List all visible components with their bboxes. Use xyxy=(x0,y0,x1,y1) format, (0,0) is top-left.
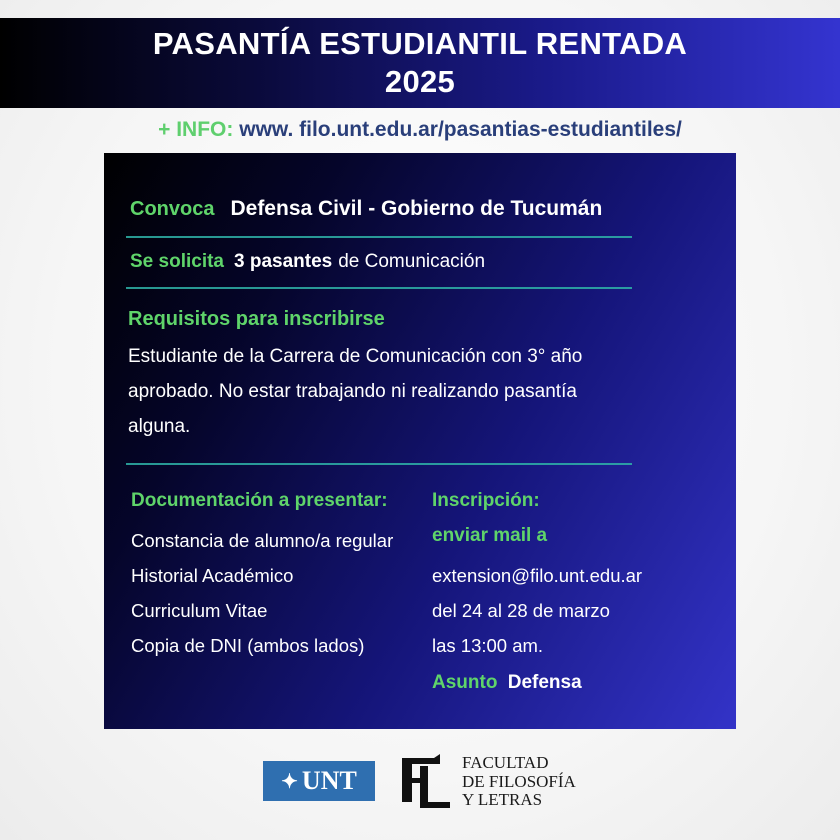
divider xyxy=(126,463,632,465)
faculty-line2: DE FILOSOFÍA xyxy=(462,771,576,791)
faculty-line3: Y LETRAS xyxy=(462,790,543,809)
info-line xyxy=(0,118,840,142)
inscripcion-time: las 13:00 am. xyxy=(432,635,544,656)
documentacion-title: Documentación a presentar: xyxy=(131,490,388,511)
convoca-row xyxy=(130,197,602,221)
convoca-label: Convoca xyxy=(130,198,215,220)
inscripcion-list xyxy=(432,558,642,663)
solicita-count: 3 pasantes xyxy=(234,251,333,272)
ffl-monogram-icon xyxy=(398,752,454,810)
requisitos-title: Requisitos para inscribirse xyxy=(128,308,385,330)
requisitos-text: Estudiante de la Carrera de Comunicación con 3° año aprobado. No estar trabajando ni realizando pasantía alguna. xyxy=(128,346,583,437)
unt-logo-text: UNT xyxy=(301,766,357,795)
info-url[interactable]: www. filo.unt.edu.ar/pasantias-estudiantiles/ xyxy=(239,118,682,141)
solicita-row xyxy=(130,251,485,273)
list-item: Constancia de alumno/a regular xyxy=(131,530,394,551)
divider xyxy=(126,287,632,289)
list-item: Historial Académico xyxy=(131,565,294,586)
faculty-line1: FACULTAD xyxy=(462,753,549,772)
inscripcion-title: Inscripción: xyxy=(432,490,540,511)
list-item: Curriculum Vitae xyxy=(131,600,268,621)
documentacion-list xyxy=(131,523,393,663)
details-card xyxy=(104,153,736,729)
asunto-label: Asunto xyxy=(432,672,498,693)
faculty-name xyxy=(462,754,576,810)
asunto-value: Defensa xyxy=(507,672,582,693)
divider xyxy=(126,236,632,238)
header-title-line2: 2025 xyxy=(384,64,456,99)
inscripcion-subtitle: enviar mail a xyxy=(432,525,548,546)
convoca-value: Defensa Civil - Gobierno de Tucumán xyxy=(230,197,603,220)
inscripcion-dates: del 24 al 28 de marzo xyxy=(432,600,610,621)
page-header xyxy=(0,18,840,108)
solicita-label: Se solicita xyxy=(130,251,224,272)
inscripcion-email[interactable]: extension@filo.unt.edu.ar xyxy=(432,565,643,586)
unt-logo xyxy=(263,761,375,801)
header-title-line1: PASANTÍA ESTUDIANTIL RENTADA xyxy=(152,26,688,61)
solicita-rest: de Comunicación xyxy=(338,251,486,272)
star-icon: ✦ xyxy=(281,770,298,793)
list-item: Copia de DNI (ambos lados) xyxy=(131,635,365,656)
asunto-row xyxy=(432,672,582,694)
info-label: + INFO: xyxy=(158,118,234,141)
